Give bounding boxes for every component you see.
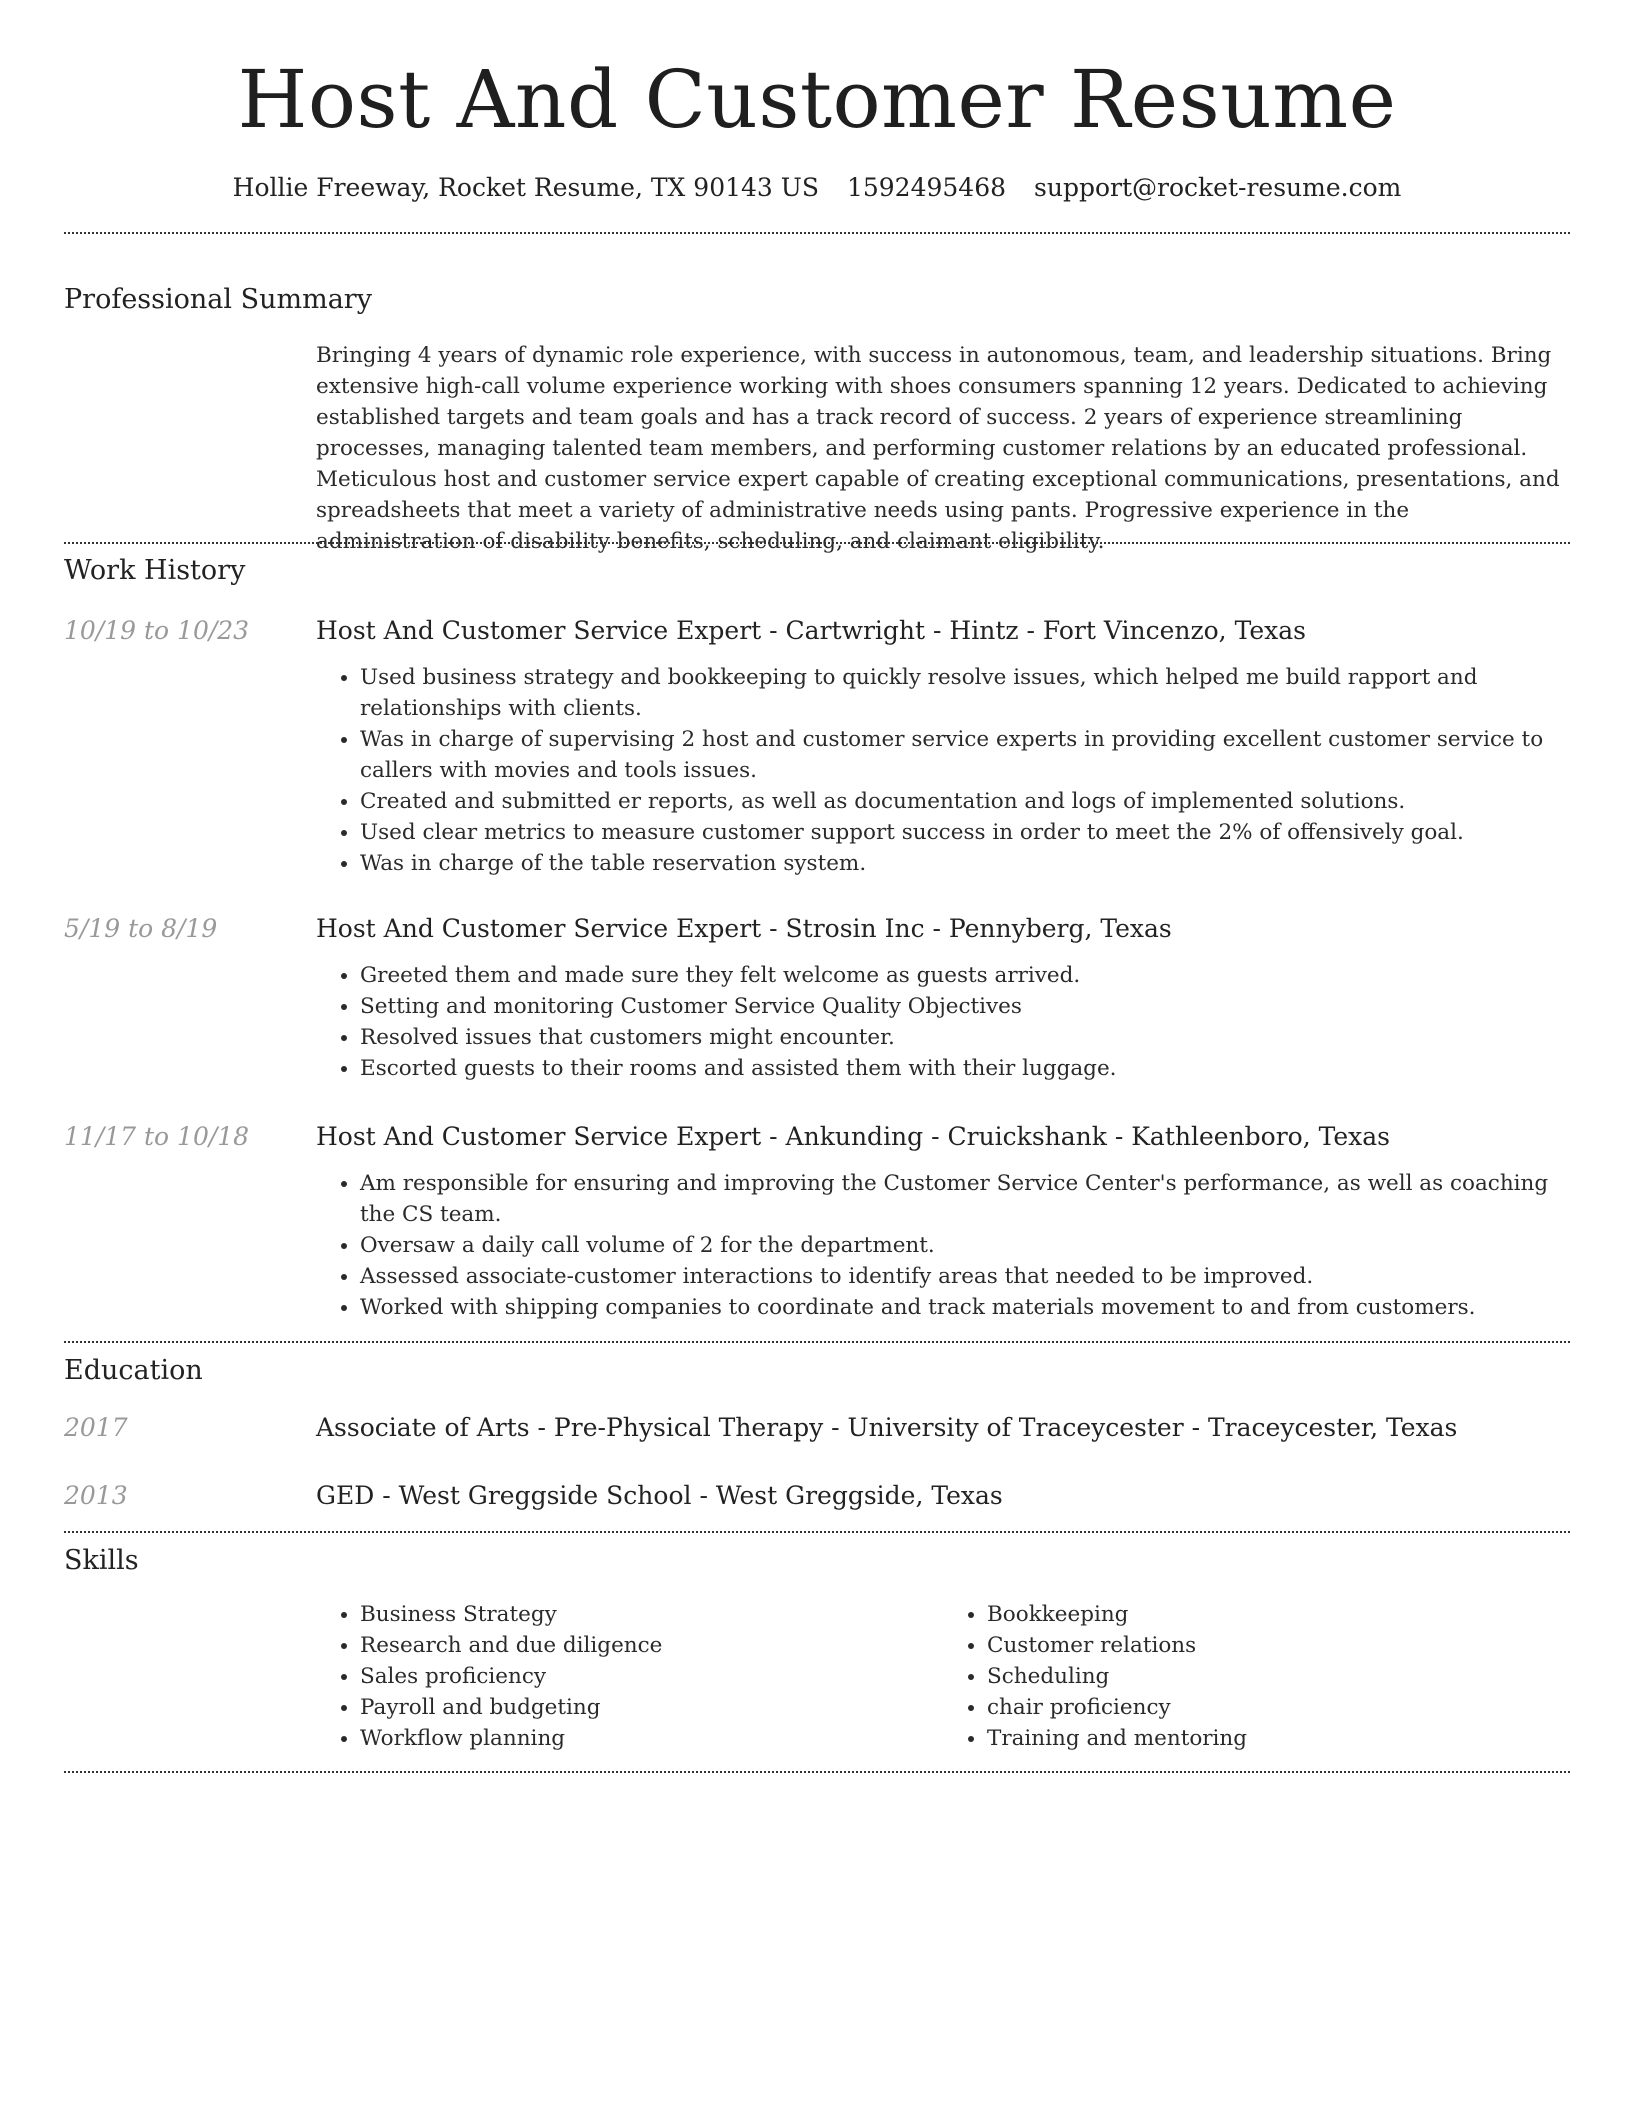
job-bullet: • Escorted guests to their rooms and assisted them with their luggage. bbox=[360, 1053, 1570, 1084]
skill-item: • Scheduling bbox=[987, 1661, 1570, 1692]
job-dates: 11/17 to 10/18 bbox=[64, 1122, 250, 1151]
job-title: Host And Customer Service Expert - Ankunding - Cruickshank - Kathleenboro, Texas bbox=[316, 1122, 1390, 1151]
job-bullet: • Am responsible for ensuring and improving the Customer Service Center's performance, as well as coaching the CS team. bbox=[360, 1168, 1570, 1230]
job-bullet: • Worked with shipping companies to coordinate and track materials movement to and from customers. bbox=[360, 1292, 1570, 1323]
job-bullet: • Was in charge of the table reservation system. bbox=[360, 848, 1570, 879]
job-bullets bbox=[316, 662, 1570, 879]
job-title: Host And Customer Service Expert - Cartwright - Hintz - Fort Vincenzo, Texas bbox=[316, 616, 1306, 645]
contact-line bbox=[64, 170, 1570, 206]
job-bullet: • Used clear metrics to measure customer support success in order to meet the 2% of offensively goal. bbox=[360, 817, 1570, 848]
contact-email: support@rocket-resume.com bbox=[1034, 173, 1402, 202]
skill-item: • Sales proficiency bbox=[360, 1661, 943, 1692]
divider bbox=[64, 232, 1570, 234]
contact-address: Hollie Freeway, Rocket Resume, TX 90143 US bbox=[232, 173, 819, 202]
job-bullet: • Oversaw a daily call volume of 2 for the department. bbox=[360, 1230, 1570, 1261]
job-dates: 10/19 to 10/23 bbox=[64, 616, 250, 645]
contact-phone: 1592495468 bbox=[846, 173, 1007, 202]
skill-item: • Payroll and budgeting bbox=[360, 1692, 943, 1723]
skill-item: • Research and due diligence bbox=[360, 1630, 943, 1661]
job-entry bbox=[64, 1120, 1570, 1323]
education-text: Associate of Arts - Pre-Physical Therapy - University of Traceycester - Traceycester, Texas bbox=[316, 1413, 1458, 1442]
education-text: GED - West Greggside School - West Greggside, Texas bbox=[316, 1481, 1003, 1510]
skill-item: • Workflow planning bbox=[360, 1723, 943, 1754]
job-entry bbox=[64, 614, 1570, 879]
skills-row bbox=[64, 1599, 1570, 1754]
job-bullet: • Resolved issues that customers might encounter. bbox=[360, 1022, 1570, 1053]
education-year: 2017 bbox=[64, 1413, 128, 1442]
section-heading-education: Education bbox=[64, 1355, 203, 1386]
section-heading-skills: Skills bbox=[64, 1545, 139, 1576]
job-dates: 5/19 to 8/19 bbox=[64, 914, 218, 943]
job-bullet: • Was in charge of supervising 2 host and customer service experts in providing excellent customer service to callers with movies and tools issues. bbox=[360, 724, 1570, 786]
job-bullet: • Assessed associate-customer interactions to identify areas that needed to be improved. bbox=[360, 1261, 1570, 1292]
skills-columns bbox=[316, 1599, 1570, 1754]
job-bullet: • Setting and monitoring Customer Service Quality Objectives bbox=[360, 991, 1570, 1022]
skill-item: • Business Strategy bbox=[360, 1599, 943, 1630]
education-entry bbox=[64, 1411, 1570, 1445]
education-entry bbox=[64, 1479, 1570, 1513]
education-year: 2013 bbox=[64, 1481, 128, 1510]
summary-row bbox=[64, 340, 1570, 557]
resume-title: Host And Customer Resume bbox=[237, 53, 1397, 146]
skill-item: • Bookkeeping bbox=[987, 1599, 1570, 1630]
skill-item: • chair proficiency bbox=[987, 1692, 1570, 1723]
job-bullet: • Greeted them and made sure they felt welcome as guests arrived. bbox=[360, 960, 1570, 991]
section-heading-work: Work History bbox=[64, 555, 246, 586]
job-bullet: • Used business strategy and bookkeeping to quickly resolve issues, which helped me build rapport and relationships with clients. bbox=[360, 662, 1570, 724]
job-title: Host And Customer Service Expert - Strosin Inc - Pennyberg, Texas bbox=[316, 914, 1172, 943]
summary-text: Bringing 4 years of dynamic role experience, with success in autonomous, team, and leadership situations. Bring extensive high-call volume experience working with shoes consumers spanning 12 years. Dedicated to achieving established targets and team goals and has a track record of success. 2 years of experience streamlining processes, managing talented team members, and performing customer relations by an educated professional. Meticulous host and customer service expert capable of creating exceptional communications, presentations, and spreadsheets that meet a variety of administrative needs using pants. Progressive experience in the administration of disability benefits, scheduling, and claimant eligibility. bbox=[316, 343, 1560, 554]
divider bbox=[64, 542, 1570, 544]
skills-list-right bbox=[943, 1599, 1570, 1754]
skills-list-left bbox=[316, 1599, 943, 1754]
skill-item: • Customer relations bbox=[987, 1630, 1570, 1661]
skill-item: • Training and mentoring bbox=[987, 1723, 1570, 1754]
divider bbox=[64, 1771, 1570, 1773]
job-entry bbox=[64, 912, 1570, 1084]
job-bullets bbox=[316, 1168, 1570, 1323]
divider bbox=[64, 1531, 1570, 1533]
job-bullet: • Created and submitted er reports, as well as documentation and logs of implemented solutions. bbox=[360, 786, 1570, 817]
divider bbox=[64, 1341, 1570, 1343]
resume-page bbox=[64, 0, 1570, 1751]
job-bullets bbox=[316, 960, 1570, 1084]
section-heading-summary-label: Professional Summary bbox=[64, 284, 372, 315]
